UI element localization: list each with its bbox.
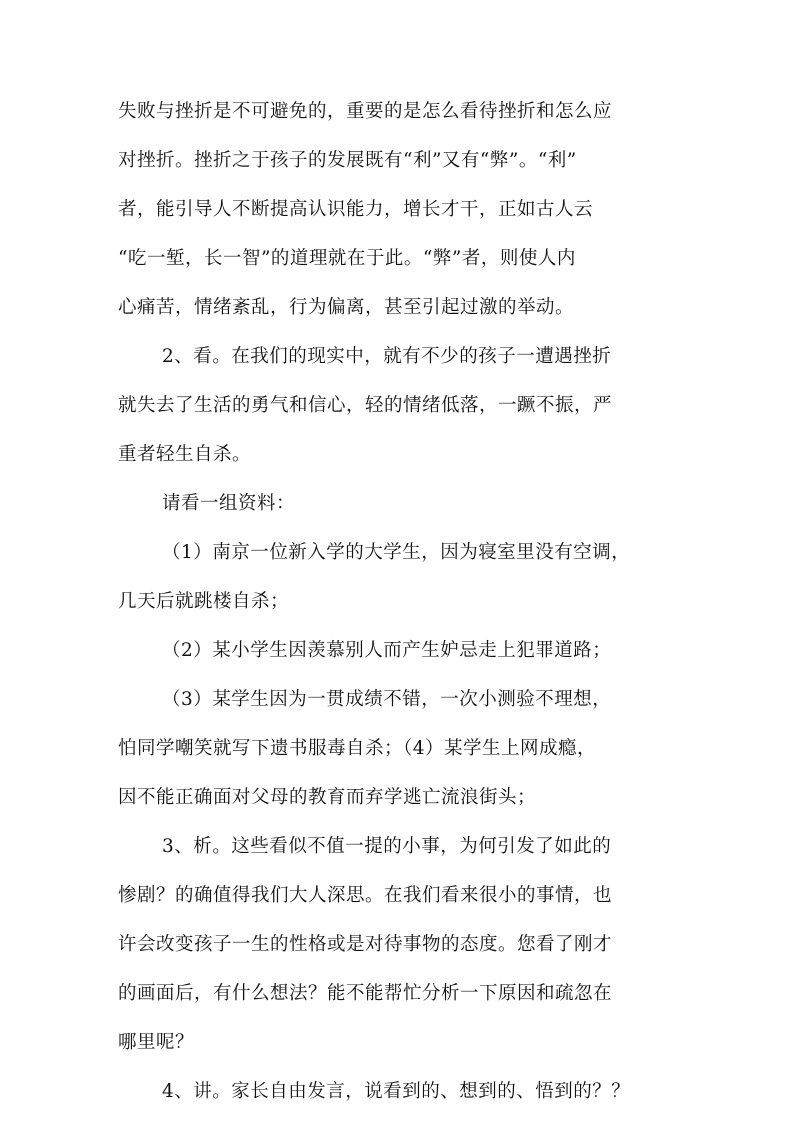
paragraph-line: 重者轻生自杀。 <box>118 444 252 465</box>
case-3-line: （3）某学生因为一贯成绩不错，一次小测验不理想， <box>162 689 612 710</box>
paragraph-line: 失败与挫折是不可避免的，重要的是怎么看待挫折和怎么应 <box>118 101 613 122</box>
paragraph-line: 惨剧？的确值得我们大人深思。在我们看来很小的事情，也 <box>118 885 613 906</box>
paragraph-line: 的画面后，有什么想法？能不能帮忙分析一下原因和疏忽在 <box>118 983 613 1004</box>
paragraph-line: 就失去了生活的勇气和信心，轻的情绪低落，一蹶不振，严 <box>118 395 613 416</box>
paragraph-line: 怕同学嘲笑就写下遗书服毒自杀；（4）某学生上网成瘾， <box>118 738 597 759</box>
paragraph-line: 心痛苦，情绪紊乱，行为偏离，甚至引起过激的举动。 <box>118 297 575 318</box>
materials-intro-line: 请看一组资料： <box>162 493 296 514</box>
section-4-heading-line: 4、讲。家长自由发言，说看到的、想到的、悟到的？？ <box>162 1081 631 1102</box>
paragraph-line: 几天后就跳楼自杀； <box>118 591 290 612</box>
case-1-line: （1）南京一位新入学的大学生，因为寝室里没有空调， <box>162 542 631 563</box>
paragraph-line: 者，能引导人不断提高认识能力，增长才干，正如古人云 <box>118 199 594 220</box>
paragraph-line: 因不能正确面对父母的教育而弃学逃亡流浪街头； <box>118 787 537 808</box>
section-3-heading-line: 3、析。这些看似不值一提的小事，为何引发了如此的 <box>162 836 612 857</box>
section-2-heading-line: 2、看。在我们的现实中，就有不少的孩子一遭遇挫折 <box>162 346 612 367</box>
paragraph-line: “吃一堑，长一智”的道理就在于此。“弊”者，则使人内 <box>118 248 576 269</box>
paragraph-line: 哪里呢？ <box>118 1032 195 1053</box>
paragraph-line: 对挫折。挫折之于孩子的发展既有“利”又有“弊”。“利” <box>118 150 577 171</box>
paragraph-line: 许会改变孩子一生的性格或是对待事物的态度。您看了刚才 <box>118 934 613 955</box>
case-2-line: （2）某小学生因羡慕别人而产生妒忌走上犯罪道路； <box>162 640 612 661</box>
